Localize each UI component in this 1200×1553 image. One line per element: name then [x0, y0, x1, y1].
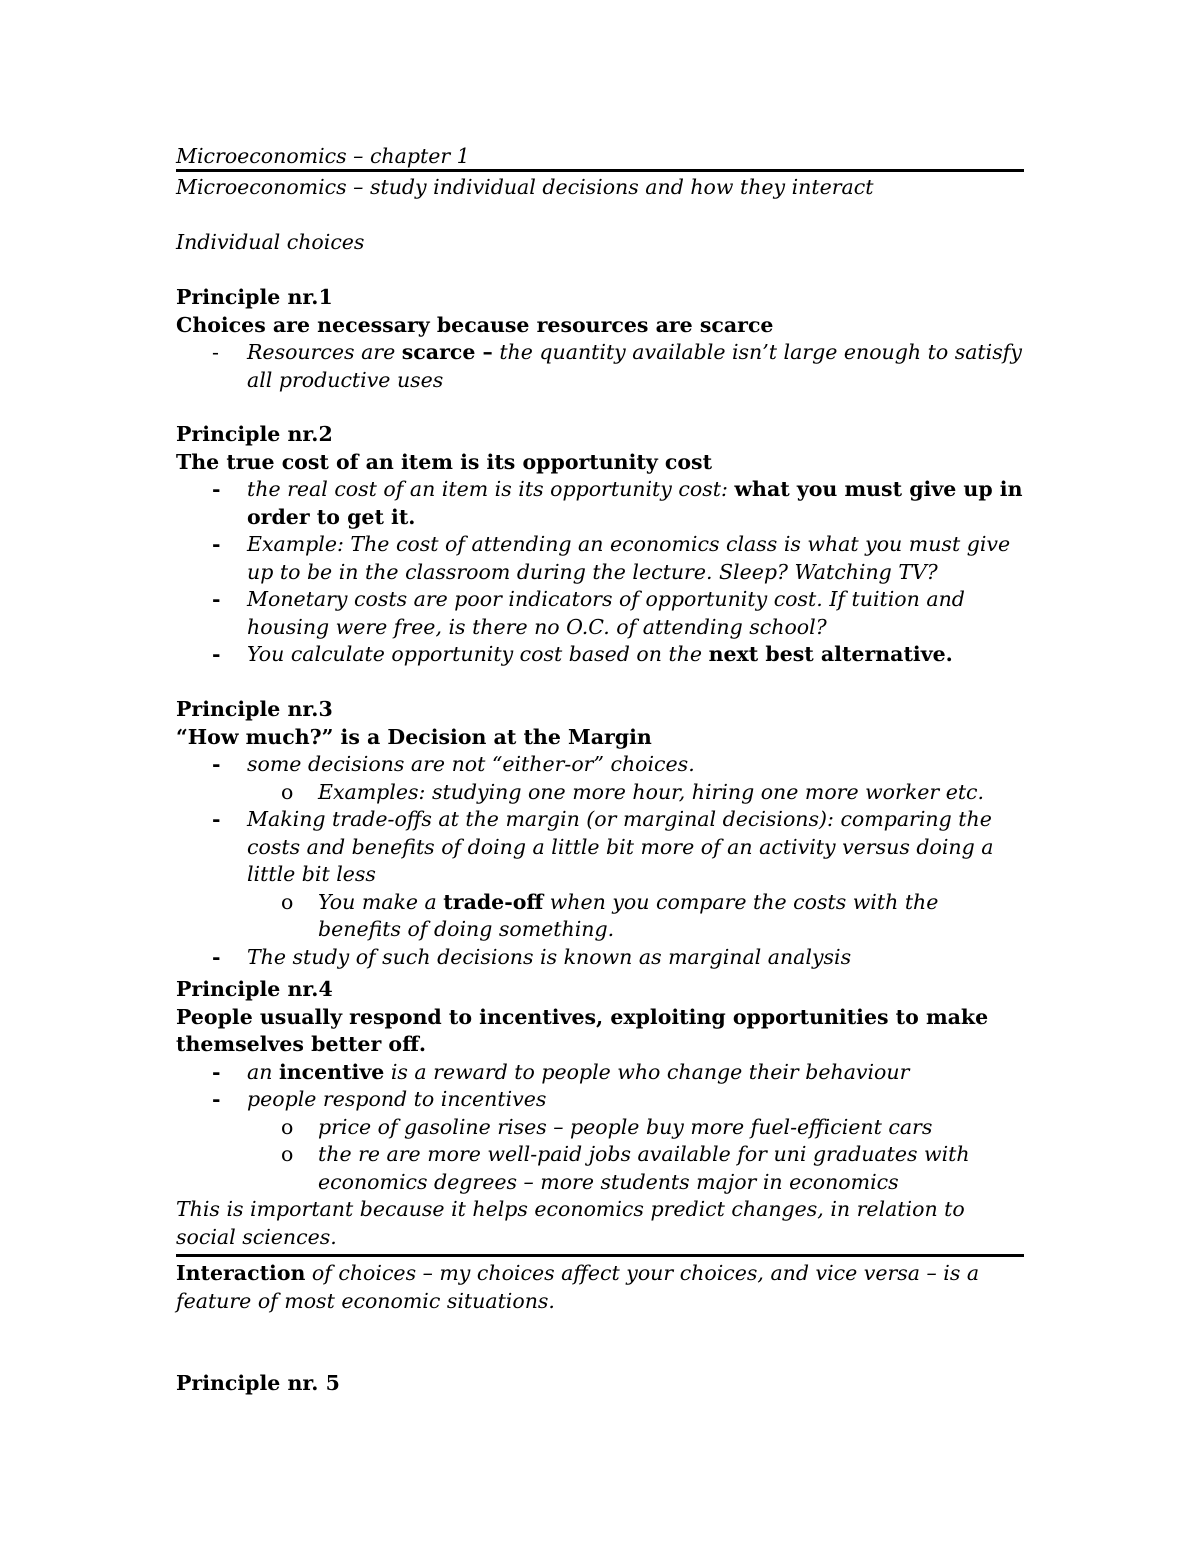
- circle-bullet: o: [281, 779, 294, 804]
- bullet-text: Resources are: [247, 340, 402, 364]
- list-item: [176, 531, 1026, 586]
- bullet-text: the quantity available isn’t large enough to satisfy all productive uses: [247, 340, 1022, 392]
- individual-choices-heading: Individual choices: [176, 230, 365, 254]
- bullet-text: Making trade-offs at the margin (or marginal decisions): comparing the costs and benefits of doing a little bit more of an activity versus doing a little bit less: [247, 807, 994, 886]
- list-item: [176, 806, 1026, 889]
- principle-3-section: [176, 696, 1026, 971]
- principle-2-section: [176, 421, 1026, 669]
- circle-bullet: o: [281, 1142, 294, 1166]
- list-item: [176, 1114, 1026, 1142]
- principle-4-note: This is important because it helps economics predict changes, in relation to social sciences.: [176, 1197, 965, 1249]
- dash-bullet: -: [212, 944, 221, 969]
- dash-bullet: -: [212, 642, 221, 666]
- principle-3-label: Principle nr.3: [176, 697, 333, 721]
- bullet-text: price of gasoline rises – people buy more fuel-efficient cars: [318, 1114, 933, 1139]
- principle-3-heading: “How much?” is a Decision at the Margin: [176, 724, 652, 749]
- dash-bullet: -: [212, 340, 219, 364]
- principle-2-label: Principle nr.2: [176, 422, 333, 446]
- list-item: [176, 586, 1026, 641]
- bullet-text: the re are more well-paid jobs available for uni graduates with economics degrees – more students major in economics: [318, 1142, 970, 1194]
- list-item: [176, 476, 1026, 531]
- bullet-text: people respond to incentives: [247, 1087, 547, 1111]
- bullet-text: Examples: studying one more hour, hiring one more worker etc.: [318, 779, 985, 804]
- bullet-emphasis: scarce –: [401, 340, 493, 364]
- circle-bullet: o: [281, 889, 294, 914]
- bullet-emphasis: trade-off: [443, 889, 544, 914]
- bullet-text: is a reward to people who change their behaviour: [384, 1059, 910, 1084]
- list-item: [176, 944, 1026, 972]
- bullet-text: when you compare the costs with the benefits of doing something.: [318, 889, 939, 941]
- principle-1-section: [176, 284, 1026, 394]
- principle-1-label: Principle nr.1: [176, 285, 333, 309]
- dash-bullet: -: [212, 752, 221, 776]
- section-rule: [176, 1254, 1024, 1257]
- principle-1-heading: Choices are necessary because resources are scarce: [176, 312, 774, 337]
- list-item: [176, 751, 1026, 779]
- interaction-text: of choices – my choices affect your choices, and vice versa – is a feature of most economic situations.: [176, 1261, 980, 1313]
- list-item: [176, 779, 1026, 807]
- dash-bullet: -: [212, 587, 221, 611]
- bullet-text: Example: The cost of attending an economics class is what you must give up to be in the classroom during the lecture. Sleep? Watching TV?: [247, 532, 1011, 584]
- list-item: [176, 1086, 1026, 1114]
- title-rule: [176, 169, 1024, 172]
- interaction-paragraph: [176, 1260, 1026, 1315]
- bullet-emphasis: next best alternative.: [708, 642, 953, 666]
- bullet-text: an: [247, 1059, 279, 1084]
- bullet-text: the real cost of an item is its opportunity cost:: [247, 477, 735, 501]
- list-item: [176, 1059, 1026, 1087]
- dash-bullet: -: [212, 1059, 221, 1084]
- list-item: [176, 889, 1026, 944]
- circle-bullet: o: [281, 1114, 294, 1139]
- list-item: [176, 641, 1026, 669]
- principle-5-label: Principle nr. 5: [176, 1371, 340, 1395]
- principle-4-label: Principle nr.4: [176, 977, 333, 1001]
- dash-bullet: -: [212, 1087, 221, 1111]
- document-title: Microeconomics – chapter 1: [176, 144, 470, 168]
- principle-2-heading: The true cost of an item is its opportunity cost: [176, 449, 713, 474]
- list-item: [176, 339, 1026, 394]
- microeconomics-definition: Microeconomics – study individual decisions and how they interact: [176, 175, 874, 199]
- bullet-text: The study of such decisions is known as marginal analysis: [247, 944, 852, 969]
- bullet-text: some decisions are not “either-or” choices.: [247, 752, 695, 776]
- bullet-emphasis: what you must give up in order to get it.: [247, 477, 1023, 529]
- bullet-text: Monetary costs are poor indicators of opportunity cost. If tuition and housing were free, is there no O.C. of attending school?: [247, 587, 965, 639]
- interaction-term: Interaction: [176, 1261, 306, 1285]
- bullet-text: You calculate opportunity cost based on the: [247, 642, 709, 666]
- list-item: [176, 1141, 1026, 1196]
- principle-4-heading: People usually respond to incentives, exploiting opportunities to make themselves better off.: [176, 1004, 989, 1056]
- dash-bullet: -: [212, 807, 221, 831]
- bullet-text: You make a: [318, 889, 444, 914]
- bullet-emphasis: incentive: [278, 1059, 385, 1084]
- dash-bullet: -: [212, 532, 221, 556]
- principle-4-section: [176, 976, 1026, 1251]
- dash-bullet: -: [212, 477, 221, 501]
